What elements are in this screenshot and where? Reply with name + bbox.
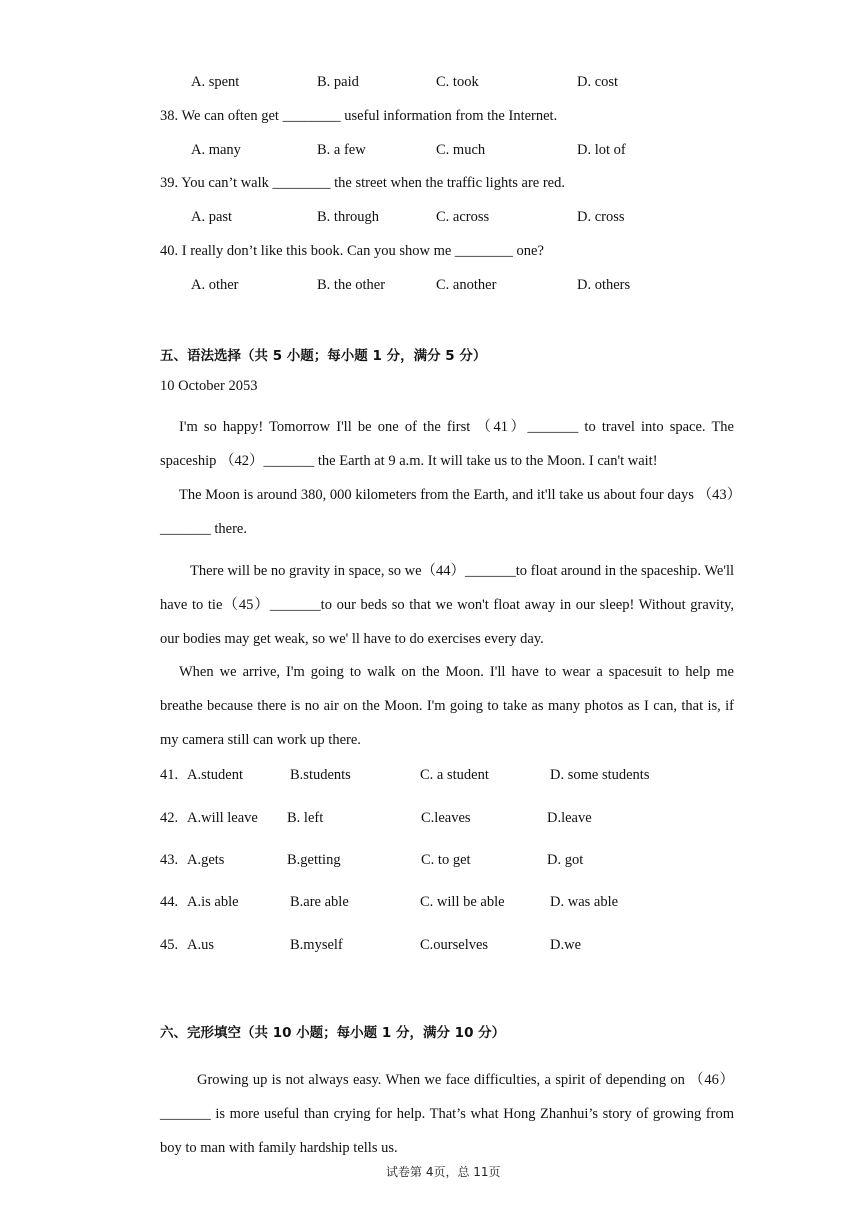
option-row-42-d: D.leave bbox=[547, 810, 592, 826]
q37-option-b: B. paid bbox=[317, 74, 359, 90]
q39-option-d: D. cross bbox=[577, 209, 625, 225]
option-row-45-d: D.we bbox=[550, 937, 582, 953]
option-row-44-a: A.is able bbox=[187, 894, 239, 910]
option-row-42-a: A.will leave bbox=[187, 810, 258, 826]
q40-option-d: D. others bbox=[577, 277, 631, 293]
option-row-43-c: C. to get bbox=[421, 852, 471, 868]
option-row-44-b: B.are able bbox=[290, 894, 349, 910]
section6-heading: 六、完形填空（共 10 小题；每小题 1 分，满分 10 分） bbox=[160, 1025, 506, 1041]
option-row-41-c: C. a student bbox=[420, 767, 489, 783]
section5-date: 10 October 2053 bbox=[160, 378, 258, 394]
option-row-44-number: 44. bbox=[160, 894, 179, 910]
option-row-43-number: 43. bbox=[160, 852, 179, 868]
option-row-43-a: A.gets bbox=[187, 852, 225, 868]
q40-option-c: C. another bbox=[436, 277, 497, 293]
q39-stem: 39. You can’t walk ________ the street when the traffic lights are red. bbox=[160, 175, 565, 191]
q39-option-b: B. through bbox=[317, 209, 380, 225]
q40-stem: 40. I really don’t like this book. Can you show me ________ one? bbox=[160, 243, 544, 259]
q38-stem: 38. We can often get ________ useful information from the Internet. bbox=[160, 108, 558, 124]
q38-option-d: D. lot of bbox=[577, 142, 626, 158]
option-row-45-number: 45. bbox=[160, 937, 179, 953]
q38-option-b: B. a few bbox=[317, 142, 366, 158]
option-row-43-d: D. got bbox=[547, 852, 584, 868]
section5-paragraph-3: There will be no gravity in space, so we（44）_______to float around in the spaceship. We'll have to tie（45）_______to our beds so that we won't float away in our sleep! Without gravity, our bodies may get weak, so we' ll have to do exercises every day. bbox=[160, 563, 734, 647]
q39-option-a: A. past bbox=[191, 209, 233, 225]
option-row-41-b: B.students bbox=[290, 767, 351, 783]
q40-option-a: A. other bbox=[191, 277, 239, 293]
section5-paragraph-1: I'm so happy! Tomorrow I'll be one of the first （41）_______ to travel into space. The spaceship （42）_______ the Earth at 9 a.m. It will take us to the Moon. I can't wait! bbox=[160, 419, 734, 469]
q40-option-b: B. the other bbox=[317, 277, 386, 293]
option-row-42-c: C.leaves bbox=[421, 810, 471, 826]
q37-option-d: D. cost bbox=[577, 74, 619, 90]
option-row-41-a: A.student bbox=[187, 767, 243, 783]
q37-option-c: C. took bbox=[436, 74, 479, 90]
section5-paragraph-4: When we arrive, I'm going to walk on the Moon. I'll have to wear a spacesuit to help me breathe because there is no air on the Moon. I'm going to take as many photos as I can, that is, if my camera still can work up there. bbox=[160, 664, 734, 748]
option-row-41-d: D. some students bbox=[550, 767, 650, 783]
option-row-42-number: 42. bbox=[160, 810, 179, 826]
option-row-43-b: B.getting bbox=[287, 852, 341, 868]
q37-option-a: A. spent bbox=[191, 74, 240, 90]
section6-paragraph-1: Growing up is not always easy. When we face difficulties, a spirit of depending on （46）_______ is more useful than crying for help. That’s what Hong Zhanhui’s story of growing from boy to man with family hardship tells us. bbox=[160, 1072, 734, 1156]
section5-heading: 五、语法选择（共 5 小题；每小题 1 分，满分 5 分） bbox=[160, 348, 487, 364]
option-row-45-c: C.ourselves bbox=[420, 937, 489, 953]
option-row-42-b: B. left bbox=[287, 810, 324, 826]
option-row-45-b: B.myself bbox=[290, 937, 343, 953]
option-row-44-d: D. was able bbox=[550, 894, 619, 910]
option-row-44-c: C. will be able bbox=[420, 894, 505, 910]
q39-option-c: C. across bbox=[436, 209, 490, 225]
page-footer: 试卷第 4页，总 11页 bbox=[386, 1165, 501, 1179]
option-row-45-a: A.us bbox=[187, 937, 214, 953]
q38-option-c: C. much bbox=[436, 142, 486, 158]
q38-option-a: A. many bbox=[191, 142, 241, 158]
option-row-41-number: 41. bbox=[160, 767, 179, 783]
section5-paragraph-2: The Moon is around 380, 000 kilometers from the Earth, and it'll take us about four days （43）_______ there. bbox=[160, 487, 734, 537]
